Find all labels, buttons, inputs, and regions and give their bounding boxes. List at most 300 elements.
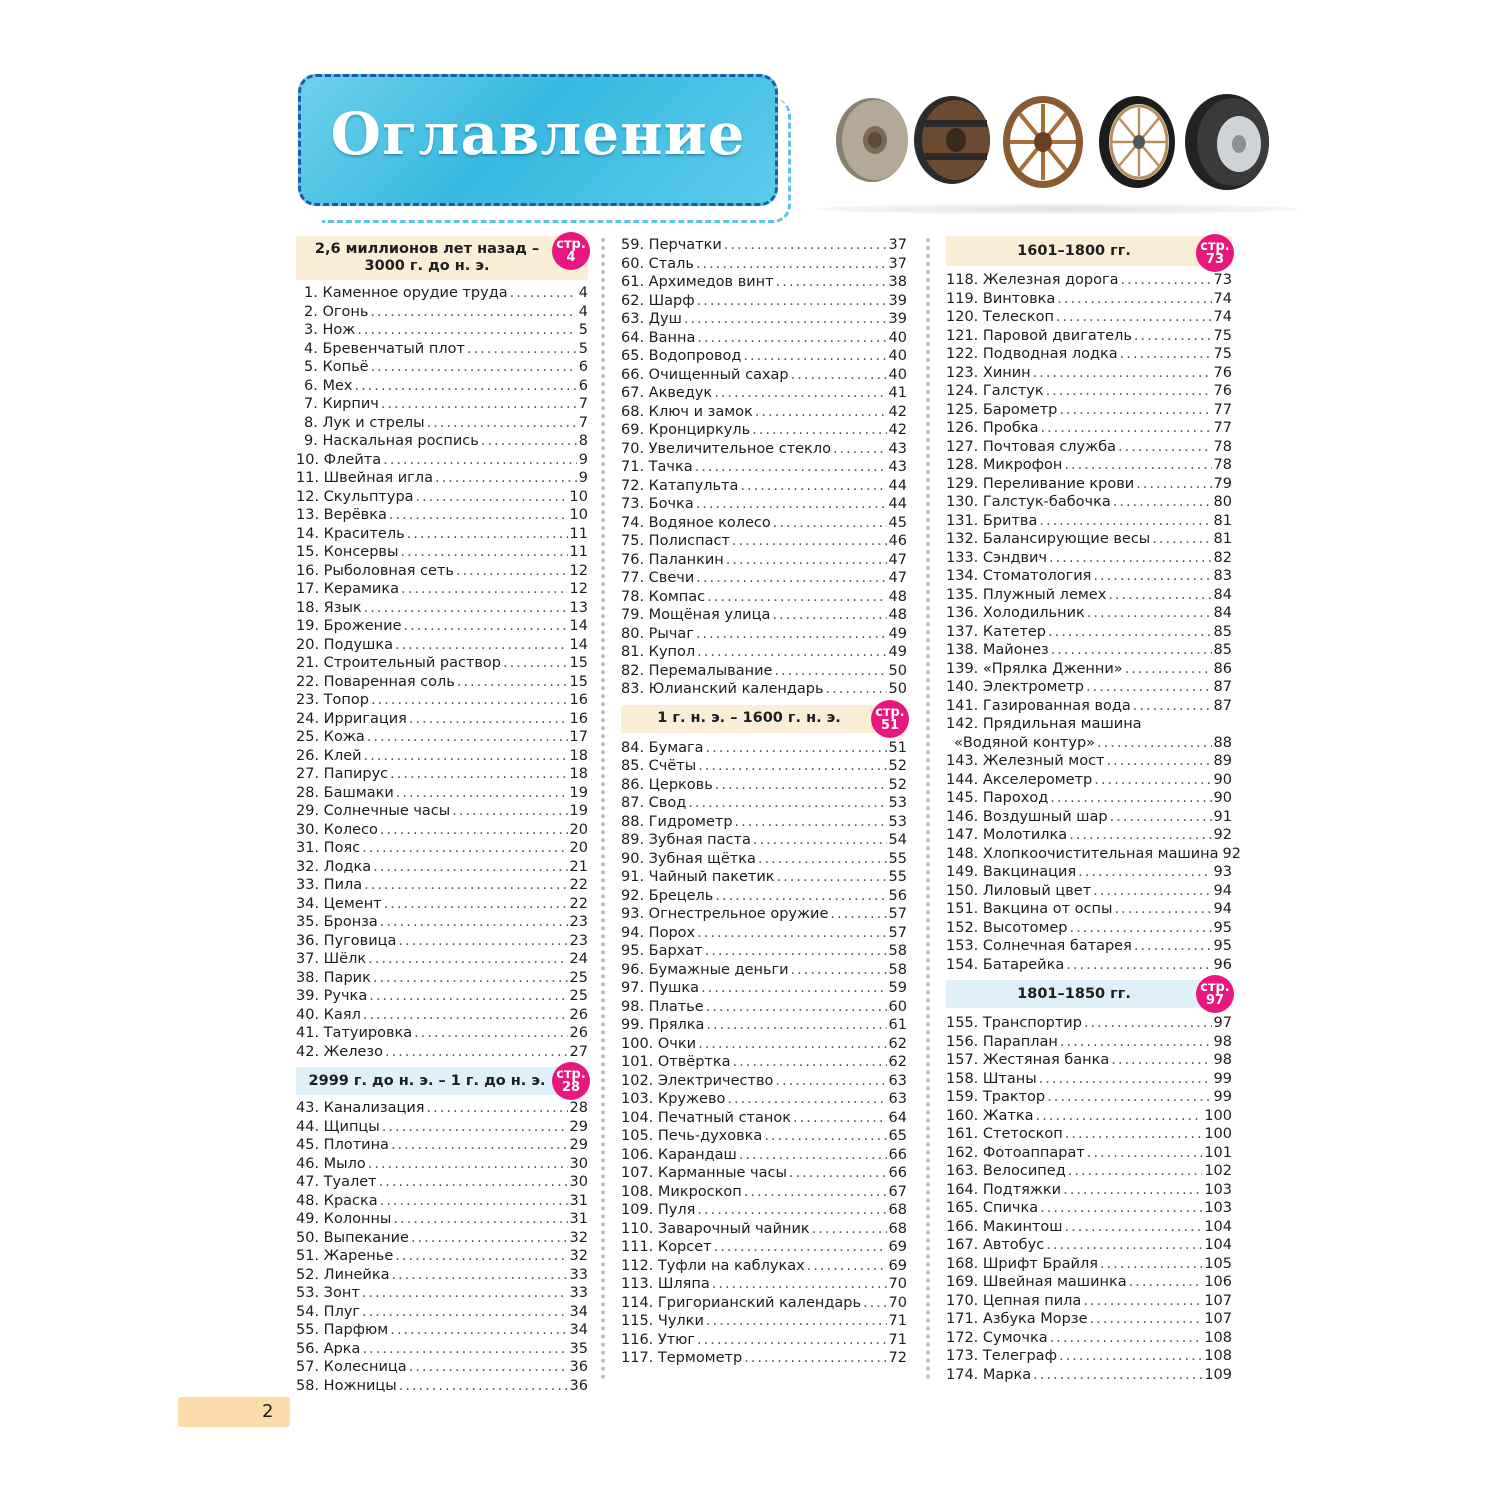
entry-page-number: 32: [569, 1248, 588, 1264]
dot-leader: [775, 1072, 886, 1091]
dot-leader: [732, 532, 887, 551]
entry-page-number: 43: [888, 459, 907, 475]
entry-page-number: 7: [578, 414, 588, 431]
dot-leader: [371, 358, 577, 377]
dot-leader: [452, 802, 567, 821]
entry-page-number: 84: [1213, 586, 1232, 603]
entry-title: 23. Топор: [296, 692, 369, 708]
entry-title: 24. Ирригация: [296, 710, 407, 727]
toc-entry: [621, 887, 907, 906]
toc-entry: [946, 475, 1232, 494]
toc-entry: [296, 969, 588, 988]
entry-page-number: 80: [1213, 494, 1232, 510]
dot-leader: [744, 1349, 886, 1368]
entry-title: 171. Азбука Морзе: [946, 1311, 1088, 1327]
dot-leader: [510, 284, 577, 303]
entry-title: 10. Флейта: [296, 451, 382, 468]
entry-title: 144. Акселерометр: [946, 771, 1093, 788]
entry-page-number: 94: [1213, 882, 1232, 899]
toc-entry: [621, 813, 907, 832]
toc-entry: [621, 924, 907, 943]
toc-entry: [946, 863, 1232, 882]
entry-title: 119. Винтовка: [946, 290, 1056, 307]
page-badge: [1196, 234, 1234, 272]
entry-title: 160. Жатка: [946, 1107, 1034, 1124]
toc-entry: [621, 1146, 907, 1165]
entry-page-number: 30: [569, 1174, 588, 1190]
entry-title: 45. Плотина: [296, 1137, 389, 1153]
entry-page-number: 31: [569, 1192, 588, 1209]
entry-title: 66. Очищенный сахар: [621, 366, 789, 383]
toc-entry: [296, 1099, 588, 1118]
dot-leader: [1050, 789, 1211, 808]
entry-title: 152. Высотомер: [946, 919, 1068, 936]
dot-leader: [1121, 271, 1212, 290]
entry-page-number: 15: [569, 655, 588, 671]
entry-title: 129. Переливание крови: [946, 475, 1135, 492]
toc-entry: [621, 366, 907, 385]
dot-leader: [373, 969, 568, 988]
entry-title: 92. Брецель: [621, 887, 714, 904]
entry-page-number: 47: [888, 570, 907, 586]
toc-entry: [621, 569, 907, 588]
entry-page-number: 104: [1204, 1218, 1232, 1235]
entry-title: 86. Церковь: [621, 776, 713, 793]
entry-title: 151. Вакцина от оспы: [946, 901, 1113, 917]
dot-leader: [1118, 438, 1212, 457]
entry-list: [946, 271, 1241, 974]
toc-entry: [621, 273, 907, 292]
toc-entry: [296, 1136, 588, 1155]
entry-page-number: 94: [1213, 901, 1232, 917]
dot-leader: [354, 377, 576, 396]
dot-leader: [503, 654, 568, 673]
entry-title: 77. Свечи: [621, 570, 695, 586]
entry-page-number: 48: [888, 607, 907, 623]
entry-title: 138. Майонез: [946, 642, 1049, 658]
dot-leader: [1050, 1329, 1203, 1348]
dot-leader: [404, 617, 568, 636]
toc-entry: [621, 998, 907, 1017]
toc-entry: [621, 292, 907, 311]
dot-leader: [400, 543, 567, 562]
entry-page-number: 25: [569, 988, 588, 1004]
entry-title: 61. Архимедов винт: [621, 274, 774, 290]
dot-leader: [1108, 586, 1211, 605]
entry-page-number: 95: [1213, 919, 1232, 936]
toc-entry: [946, 1051, 1232, 1070]
toc-entry: [946, 271, 1232, 290]
dot-leader: [696, 495, 887, 514]
entry-page-number: 5: [578, 340, 588, 357]
entry-page-number: 108: [1204, 1348, 1232, 1364]
entry-title: 156. Параплан: [946, 1033, 1058, 1050]
entry-page-number: 59: [888, 980, 907, 996]
entry-title: 123. Хинин: [946, 364, 1031, 381]
toc-entry: [296, 691, 588, 710]
entry-title: 56. Арка: [296, 1340, 361, 1357]
entry-page-number: 55: [888, 850, 907, 867]
toc-entry: [946, 419, 1232, 438]
entry-title: 143. Железный мост: [946, 753, 1105, 769]
entry-page-number: 38: [888, 274, 907, 290]
entry-title: 135. Плужный лемех: [946, 586, 1107, 603]
entry-page-number: 100: [1204, 1126, 1232, 1142]
entry-title: 57. Колесница: [296, 1359, 407, 1375]
entry-page-number: 75: [1213, 346, 1232, 362]
entry-page-number: 19: [569, 784, 588, 801]
entry-title: 112. Туфли на каблуках: [621, 1257, 805, 1274]
entry-page-number: 42: [888, 422, 907, 438]
dot-leader: [1113, 493, 1212, 512]
toc-entry: [621, 625, 907, 644]
entry-page-number: 35: [569, 1340, 588, 1357]
toc-entry: [946, 937, 1232, 956]
entry-title: 89. Зубная паста: [621, 832, 751, 848]
entry-title: 154. Батарейка: [946, 956, 1065, 973]
toc-entry: [946, 1218, 1232, 1237]
dot-leader: [1152, 530, 1211, 549]
entry-title: 137. Катетер: [946, 623, 1047, 640]
dot-leader: [755, 403, 887, 422]
entry-title: 167. Автобус: [946, 1237, 1045, 1253]
entry-title: 164. Подтяжки: [946, 1181, 1062, 1198]
entry-title: 1. Каменное орудие труда: [304, 285, 508, 301]
section-header: [946, 980, 1232, 1008]
entry-page-number: 109: [1204, 1366, 1232, 1383]
entry-page-number: 69: [888, 1239, 907, 1255]
section-header: [946, 236, 1232, 266]
toc-entry: [946, 327, 1232, 346]
toc-entry: [946, 623, 1232, 642]
dot-leader: [739, 1146, 887, 1165]
entry-page-number: 63: [888, 1072, 907, 1089]
page-badge: [1196, 975, 1234, 1013]
dot-leader: [1065, 1218, 1203, 1237]
entry-page-number: 10: [569, 507, 588, 523]
toc-entry: [946, 1088, 1232, 1107]
dot-leader: [1040, 1199, 1202, 1218]
dot-leader: [1064, 456, 1211, 475]
entry-page-number: 107: [1204, 1311, 1232, 1327]
toc-entry: [946, 493, 1232, 512]
entry-page-number: 96: [1213, 956, 1232, 973]
entry-list: [621, 236, 907, 699]
dot-leader: [380, 913, 568, 932]
dot-leader: [791, 366, 887, 385]
entry-title: 72. Катапульта: [621, 477, 739, 494]
dot-leader: [714, 384, 886, 403]
entry-title: 158. Штаны: [946, 1070, 1037, 1087]
dot-leader: [367, 728, 568, 747]
entry-title: 132. Балансирующие весы: [946, 531, 1151, 547]
toc-entry: [946, 1107, 1232, 1126]
dot-leader: [456, 562, 568, 581]
entry-page-number: 29: [569, 1137, 588, 1153]
toc-entry: [621, 1312, 907, 1331]
dot-leader: [697, 329, 886, 348]
dot-leader: [390, 1321, 567, 1340]
entry-page-number: 48: [888, 588, 907, 605]
toc-entry: [621, 1349, 907, 1368]
dot-leader: [698, 757, 886, 776]
toc-entry: [296, 1303, 588, 1322]
entry-title: 49. Колонны: [296, 1211, 392, 1227]
entry-title: 33. Пила: [296, 877, 363, 893]
badge-page: 4: [566, 250, 576, 265]
entry-page-number: 90: [1213, 790, 1232, 806]
entry-title: 134. Стоматология: [946, 568, 1092, 584]
dot-leader: [773, 514, 887, 533]
entry-title: 85. Счёты: [621, 758, 697, 774]
dot-leader: [1129, 1273, 1203, 1292]
entry-title: 13. Верёвка: [296, 507, 387, 523]
entry-title: 15. Консервы: [296, 544, 399, 560]
entry-page-number: 23: [569, 914, 588, 930]
entry-title: 38. Парик: [296, 969, 371, 986]
entry-page-number: 102: [1204, 1163, 1232, 1179]
entry-page-number: 98: [1213, 1052, 1232, 1068]
badge-page: 97: [1205, 993, 1225, 1008]
entry-page-number: 58: [888, 961, 907, 978]
entry-title: 113. Шляпа: [621, 1276, 710, 1292]
entry-title: 51. Жаренье: [296, 1248, 394, 1264]
entry-title: 109. Пуля: [621, 1202, 696, 1218]
wheels-illustration: [805, 90, 1305, 220]
dot-leader: [398, 932, 567, 951]
entry-title: 155. Транспортир: [946, 1015, 1082, 1031]
toc-entry: [946, 641, 1232, 660]
entry-page-number: 101: [1204, 1144, 1232, 1161]
dot-leader: [1097, 734, 1212, 753]
entry-page-number: 92: [1213, 827, 1232, 843]
entry-title: 108. Микроскоп: [621, 1183, 742, 1200]
entry-page-number: 11: [569, 525, 588, 542]
page-number: 2: [262, 1401, 274, 1422]
entry-page-number: 79: [1213, 475, 1232, 492]
entry-page-number: 104: [1204, 1237, 1232, 1253]
dot-leader: [696, 255, 887, 274]
toc-entry: [296, 765, 588, 784]
entry-title: 12. Скульптура: [296, 488, 414, 505]
dot-leader: [364, 747, 568, 766]
dot-leader: [380, 821, 568, 840]
entry-title: 74. Водяное колесо: [621, 514, 771, 531]
dot-leader: [1033, 1366, 1202, 1385]
entry-page-number: 28: [569, 1100, 588, 1116]
dot-leader: [371, 691, 568, 710]
dot-leader: [391, 1136, 568, 1155]
toc-entry: [621, 1109, 907, 1128]
entry-title: 4. Бревенчатый плот: [304, 340, 465, 357]
entry-title: 102. Электричество: [621, 1072, 774, 1089]
entry-title: 116. Утюг: [621, 1331, 696, 1348]
badge-page: 51: [880, 717, 900, 733]
dot-leader: [1068, 1162, 1203, 1181]
toc-entry: [621, 831, 907, 850]
dot-leader: [726, 551, 887, 570]
dot-leader: [409, 710, 568, 729]
page-badge: [552, 1062, 590, 1100]
entry-title: 126. Пробка: [946, 420, 1039, 436]
dot-leader: [1070, 919, 1212, 938]
entry-title: 146. Воздушный шар: [946, 808, 1108, 825]
entry-page-number: 20: [569, 821, 588, 838]
entry-page-number: 26: [569, 1006, 588, 1023]
page-badge: [552, 232, 590, 270]
dot-leader: [1066, 956, 1211, 975]
entry-title: 37. Шёлк: [296, 951, 367, 967]
toc-entry: [621, 850, 907, 869]
entry-page-number: 61: [888, 1017, 907, 1033]
toc-entry: [621, 1127, 907, 1146]
entry-title: 117. Термометр: [621, 1350, 743, 1366]
dot-leader: [1046, 1236, 1202, 1255]
entry-title: 88. Гидрометр: [621, 813, 733, 830]
entry-title: 62. Шарф: [621, 292, 695, 309]
entry-page-number: 62: [888, 1035, 907, 1052]
entry-title: 21. Строительный раствор: [296, 655, 502, 671]
entry-page-number: 81: [1213, 531, 1232, 547]
entry-page-number: 82: [1213, 549, 1232, 566]
dot-leader: [389, 506, 568, 525]
entry-title: 31. Пояс: [296, 840, 361, 856]
entry-page-number: 40: [888, 348, 907, 364]
toc-entry: [296, 710, 588, 729]
entry-page-number: 57: [888, 924, 907, 941]
toc-entry: [296, 284, 588, 303]
entry-title: 149. Вакцинация: [946, 864, 1077, 880]
dot-leader: [1100, 1255, 1202, 1274]
dot-leader: [1048, 623, 1212, 642]
entry-page-number: 10: [569, 488, 588, 505]
entry-title: 114. Григорианский календарь: [621, 1294, 862, 1311]
dot-leader: [715, 887, 886, 906]
entry-title: 17. Керамика: [296, 581, 399, 597]
toc-entry: [621, 794, 907, 813]
dot-leader: [1114, 900, 1211, 919]
dot-leader: [1078, 863, 1211, 882]
entry-title: 128. Микрофон: [946, 457, 1063, 473]
toc-entry: [946, 956, 1232, 975]
entry-page-number: 74: [1213, 290, 1232, 307]
dot-leader: [1134, 327, 1212, 346]
entry-page-number: 42: [888, 403, 907, 420]
entry-title: 162. Фотоаппарат: [946, 1144, 1085, 1161]
toc-entry: [621, 1294, 907, 1313]
dot-leader: [362, 1284, 568, 1303]
entry-page-number: 41: [888, 385, 907, 401]
entry-page-number: 43: [888, 440, 907, 457]
entry-page-number: 49: [888, 625, 907, 642]
dot-leader: [707, 588, 886, 607]
entry-page-number: 103: [1204, 1181, 1232, 1198]
dot-leader: [362, 1340, 567, 1359]
column-separator: [926, 238, 930, 1380]
toc-entry: [296, 747, 588, 766]
entry-title: 142. Прядильная машина: [946, 716, 1142, 732]
entry-title: 58. Ножницы: [296, 1377, 397, 1394]
dot-leader: [764, 1127, 886, 1146]
entry-title: 159. Трактор: [946, 1089, 1046, 1105]
entry-title: 136. Холодильник: [946, 605, 1085, 621]
entry-title: 106. Карандаш: [621, 1146, 737, 1163]
page-title: Оглавление: [330, 100, 746, 168]
entry-page-number: 18: [569, 766, 588, 782]
entry-title: 75. Полиспаст: [621, 533, 730, 549]
toc-entry: [621, 255, 907, 274]
entry-page-number: 37: [888, 237, 907, 253]
entry-title: 104. Печатный станок: [621, 1109, 791, 1126]
toc-entry: [296, 950, 588, 969]
entry-page-number: 20: [569, 840, 588, 856]
entry-title: 148. Хлопкоочистительная машина: [946, 845, 1219, 862]
entry-title: 168. Шрифт Брайля: [946, 1255, 1098, 1272]
toc-entry: [296, 1118, 588, 1137]
toc-entry: [946, 438, 1232, 457]
section-title: 1 г. н. э. – 1600 г. н. э.: [657, 710, 841, 726]
toc-entry: [946, 512, 1232, 531]
toc-entry: [946, 1199, 1232, 1218]
entry-title: 165. Спичка: [946, 1200, 1039, 1216]
entry-title: 84. Бумага: [621, 739, 704, 756]
toc-entry: [621, 347, 907, 366]
dot-leader: [1125, 660, 1212, 679]
dot-leader: [364, 599, 568, 618]
entry-title: 6. Мех: [304, 377, 353, 394]
entry-list: [946, 1014, 1232, 1384]
toc-entry: [946, 900, 1232, 919]
dot-leader: [1060, 1033, 1212, 1052]
entry-page-number: 66: [888, 1146, 907, 1163]
dot-leader: [833, 440, 887, 459]
dot-leader: [706, 998, 887, 1017]
toc-entry: [621, 1220, 907, 1239]
entry-title: 99. Прялка: [621, 1017, 705, 1033]
toc-entry: [296, 821, 588, 840]
dot-leader: [393, 1210, 567, 1229]
entry-title: 122. Подводная лодка: [946, 346, 1118, 362]
entry-page-number: 86: [1213, 660, 1232, 677]
dot-leader: [789, 1164, 887, 1183]
entry-page-number: 91: [1213, 808, 1232, 825]
section-header: [296, 1067, 588, 1095]
entry-page-number: 68: [888, 1202, 907, 1218]
dot-leader: [383, 451, 577, 470]
entry-title: 42. Железо: [296, 1043, 383, 1060]
entry-title: 173. Телеграф: [946, 1348, 1057, 1364]
dot-leader: [363, 1006, 568, 1025]
entry-page-number: 70: [888, 1276, 907, 1292]
toc-entry: [621, 961, 907, 980]
toc-entry: [621, 776, 907, 795]
entry-title: 93. Огнестрельное оружие: [621, 906, 829, 922]
toc-entry: [621, 477, 907, 496]
dot-leader: [712, 1275, 887, 1294]
toc-entry: [621, 329, 907, 348]
entry-title: 29. Солнечные часы: [296, 803, 451, 819]
entry-page-number: 52: [888, 776, 907, 793]
dot-leader: [368, 950, 567, 969]
toc-entry: [296, 488, 588, 507]
section-header: [621, 705, 907, 733]
entry-title: 157. Жестяная банка: [946, 1052, 1110, 1068]
entry-title: 11. Швейная игла: [296, 470, 433, 486]
entry-title: 68. Ключ и замок: [621, 403, 753, 420]
entry-page-number: 85: [1213, 642, 1232, 658]
dot-leader: [407, 525, 568, 544]
dot-leader: [706, 1016, 886, 1035]
